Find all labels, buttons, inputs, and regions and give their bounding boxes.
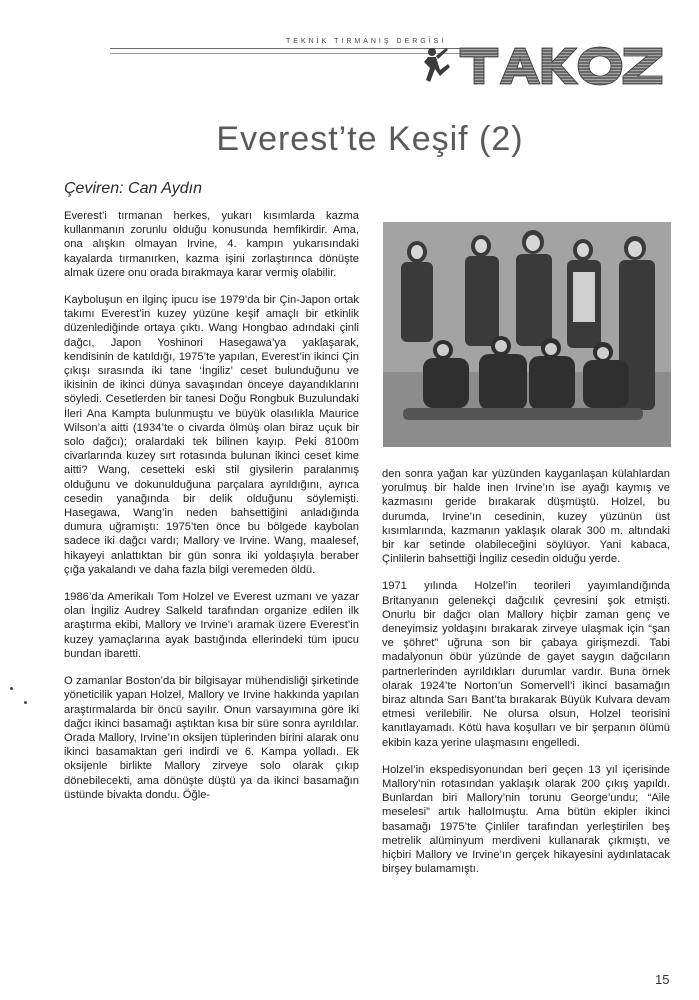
paragraph: 1971 yılında Holzel’in teorileri yayımlandığında Britanyanın gelenekçi dağcılık çevresini şok etmişti. Onurlu bir dağcı olan Mallory hiçbir zaman genç ve deneyimsiz yoldaşını bırakarak zirveye ulaşmak için “şan ve şöhret” uğruna son bir çabaya girişmezdi. Tabi madalyonun öbür yüzünde de gayet saygın dağcıların partnerlerinden ayrıldıkları durumlar vardır. Buna örnek olarak 1924’te Norton’un Somervell’i ikinci basamağın biraz altında Sarı Bant’ta bırakarak Büyük Kulvara devam etmesi verilebilir. Ne olursa olsun, Holzel teorisini kanıtlayamadı. Kötü hava koşulları ve bir şerpanın ölümü ekibin kaza yerine ulaşmasını engelledi. <box>382 580 670 749</box>
masthead-rule <box>110 48 465 54</box>
article-translator: Çeviren: Can Aydın <box>64 180 202 197</box>
expedition-team-photo <box>383 222 671 447</box>
paragraph: O zamanlar Boston’da bir bilgisayar mühendisliği şirketinde yöneticilik yapan Holzel, Mallory ve Irvine hakkında yapılan araştırmalarda bir öncü sayılır. Onun varsayımına göre iki dağcı ikinci basamağı aştıktan kısa bir süre sonra ayrıldılar. Orada Mallory, Irvine’ın oksijen tüplerinden birini alarak onu ikinci basamaktan geri indirdi ve 6. Kampa yolladı. Ek oksijenle birlikte Mallory zirveye solo olarak çıkıp dönebilecekti, ama dönüşte düştü ya da ikinci basamağın üstünde bivakta dondu. Öğle- <box>64 675 359 801</box>
scan-speck <box>10 687 13 690</box>
magazine-tagline: TEKNİK TIRMANIŞ DERGİSİ <box>286 38 447 45</box>
paragraph: Kayboluşun en ilginç ipucu ise 1979’da bir Çin-Japon ortak takımı Everest’in kuzey yüzüne keşif amaçlı bir etkinlik düzenlediğinde ortaya çıktı. Wang Hongbao adındaki çinli dağcı, Japon Yoshinori Hasegawa’ya yaklaşarak, kendisinin de katıldığı, 1975’te yapılan, Everest’in ikinci Çin çıkışı sırasında iki tane ‘İngiliz’ ceset bulunduğunu ve ikisinin de ikinci dünya savaşından önceye dayandıklarını söyledi. Cesetlerden bir tanesi Doğu Rongbuk Buzulundaki İleri Ana Kampta bulunmuştu ve büyük olasılıkla Maurice Wilson’a aitti (1934’te o civarda ölmüş olan biraz uçuk bir solo dağcı); oralardaki tek bilinen kayıp. Peki 8100m civarlarında kuzey sırt rotasında bulunan ikinci ceset kime aitti? Wang, cesetteki eski stil giysilerin paralanmış olduğunu ve dokunulduğuna parçalara ayrıldığını, ayrıca cesedin yanağında bir delik olduğunu söylemişti. Hasegawa, Wang’in neden bahsettiğini anladığında dumura uğramıştı: 1975’ten önce bu bölgede kaybolan sadece iki dağcı vardı; Mallory ve Irvine. Wang, maalesef, hikayeyi anlattıktan bir gün sonra iki yoldaşıyla beraber çığa yakalandı ve daha fazla bilgi veremeden öldü. <box>64 294 359 576</box>
paragraph: Holzel’in ekspedisyonundan beri geçen 13 yıl içerisinde Mallory’nin rotasından yaklaşık olarak 200 çıkış yapıldı. Bunlardan biri Mallory’nin torunu George’undu; “Aile meselesi” artık halloImuştu. Ama bütün ekipler ikinci basamağı 1975’te Çinliler tarafından yerleştirilen beş metrelik alüminyum merdiveni kullanarak çıkmıştı, ve hiçbiri Mallory ve Irvine’ın gerçek hikayesini aydınlatacak birşey bulamamıştı. <box>382 763 670 876</box>
right-column <box>382 467 670 889</box>
left-column <box>64 209 359 815</box>
scan-speck <box>24 701 27 704</box>
takoz-logo <box>418 42 664 88</box>
paragraph: Everest’i tırmanan herkes, yukarı kısımlarda kazma kullanmanın zorunlu olduğu konusunda hemfikirdir. Ama, ona alışkın olmayan Irvine, 4. kampın yukarısındaki kayalarda tırmanırken, kazma işini zorlaştırınca dönüşte almak üzere onu orada bırakmaya karar vermiş olabilir. <box>64 210 359 279</box>
paragraph: 1986’da Amerikalı Tom Holzel ve Everest uzmanı ve yazar olan İngiliz Audrey Salkeld tarafından organize edilen ilk araştırma ekibi, Mallory ve Irvine’ı aramak üzere Everest’in kuzey yamaçlarına ayak bastığında ellerindeki tüm ipucu bundan ibaretti. <box>64 591 359 660</box>
paragraph: den sonra yağan kar yüzünden kayganlaşan külahlardan yorulmuş bir halde inen Irvine’ın ise ayağı kaymış ve kazmasını geride bırakarak düşmüştü. Holzel, bu durumda, Irvine’ın cesedinin, kuzey yüzünün üst kısımlarında, kazmanın yaklaşık olarak 300 m. altındaki bir kar setinde olabileceğini söylüyor. Yani kabaca, Çinlilerin bahsettiği İngiliz cesedin olduğu yerde. <box>382 468 670 566</box>
page-number: 15 <box>655 972 670 987</box>
article-title: Everest’te Keşif (2) <box>216 120 524 158</box>
